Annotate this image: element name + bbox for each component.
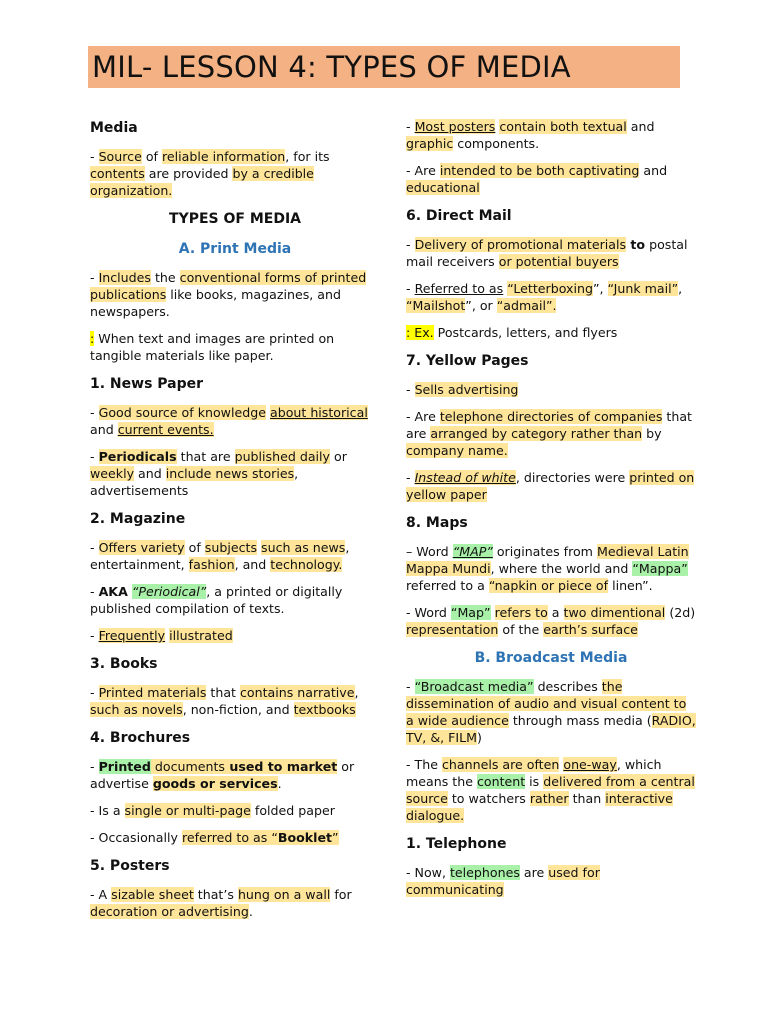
brochures-paragraph-2: - Is a single or multi-page folded paper: [90, 803, 335, 818]
telephone-heading: 1. Telephone: [406, 836, 507, 852]
books-heading: 3. Books: [90, 656, 158, 672]
maps-paragraph-2: - Word “Map” refers to a two dimentional (2d) representation of the earth’s surface: [406, 605, 696, 637]
page-title: MIL- LESSON 4: TYPES OF MEDIA: [92, 50, 571, 84]
magazine-paragraph-1: - Offers variety of subjects such as news, entertainment, fashion, and technology.: [90, 540, 350, 572]
posters-heading: 5. Posters: [90, 858, 170, 874]
brochures-heading: 4. Brochures: [90, 730, 191, 746]
broadcast-media-paragraph-2: - The channels are often one-way, which means the content is delivered from a central source to watchers rather than interactive dialogue.: [406, 757, 695, 823]
direct-mail-heading: 6. Direct Mail: [406, 208, 512, 224]
telephone-paragraph-1: - Now, telephones are used for communicating: [406, 865, 600, 897]
brochures-paragraph-3: - Occasionally referred to as “Booklet”: [90, 830, 339, 845]
broadcast-media-paragraph-1: - “Broadcast media” describes the dissemination of audio and visual content to a wide audience through mass media (RADIO, TV, &, FILM): [406, 679, 696, 745]
newspaper-heading: 1. News Paper: [90, 376, 204, 392]
maps-heading: 8. Maps: [406, 515, 468, 531]
broadcast-media-heading: B. Broadcast Media: [474, 650, 628, 666]
newspaper-paragraph-2: - Periodicals that are published daily or weekly and include news stories, advertisements: [90, 449, 347, 498]
title-banner: [88, 46, 680, 88]
posters-paragraph-3: - Are intended to be both captivating and educational: [406, 163, 668, 195]
media-definition: - Source of reliable information, for its contents are provided by a credible organization.: [90, 149, 330, 198]
print-media-paragraph-2: : When text and images are printed on tangible materials like paper.: [90, 331, 335, 363]
print-media-heading: A. Print Media: [178, 241, 292, 257]
books-paragraph-1: - Printed materials that contains narrative, such as novels, non-fiction, and textbooks: [90, 685, 359, 717]
direct-mail-paragraph-2: - Referred to as “Letterboxing”, “Junk mail”, “Mailshot”, or “admail”.: [406, 281, 683, 313]
magazine-paragraph-2: - AKA “Periodical”, a printed or digitally published compilation of texts.: [90, 584, 343, 616]
posters-paragraph-1: - A sizable sheet that’s hung on a wall for decoration or advertising.: [90, 887, 352, 919]
left-column: [90, 118, 380, 930]
posters-paragraph-2: - Most posters contain both textual and graphic components.: [406, 119, 655, 151]
direct-mail-paragraph-1: - Delivery of promotional materials to postal mail receivers or potential buyers: [406, 237, 688, 269]
magazine-paragraph-3: - Frequently illustrated: [90, 628, 233, 643]
print-media-paragraph-1: - Includes the conventional forms of printed publications like books, magazines, and newspapers.: [90, 270, 367, 319]
yellow-pages-paragraph-1: - Sells advertising: [406, 382, 519, 397]
maps-paragraph-1: – Word “MAP” originates from Medieval Latin Mappa Mundi, where the world and “Mappa” referred to a “napkin or piece of linen”.: [406, 544, 689, 593]
media-heading: Media: [90, 120, 138, 136]
right-column: [406, 118, 696, 908]
direct-mail-paragraph-3: : Ex. Postcards, letters, and flyers: [406, 325, 618, 340]
brochures-paragraph-1: - Printed documents used to market or advertise goods or services.: [90, 759, 355, 791]
yellow-pages-paragraph-3: - Instead of white, directories were printed on yellow paper: [406, 470, 695, 502]
types-of-media-heading: TYPES OF MEDIA: [169, 211, 301, 227]
newspaper-paragraph-1: - Good source of knowledge about historical and current events.: [90, 405, 368, 437]
yellow-pages-heading: 7. Yellow Pages: [406, 353, 529, 369]
magazine-heading: 2. Magazine: [90, 511, 186, 527]
yellow-pages-paragraph-2: - Are telephone directories of companies that are arranged by category rather than by company name.: [406, 409, 692, 458]
